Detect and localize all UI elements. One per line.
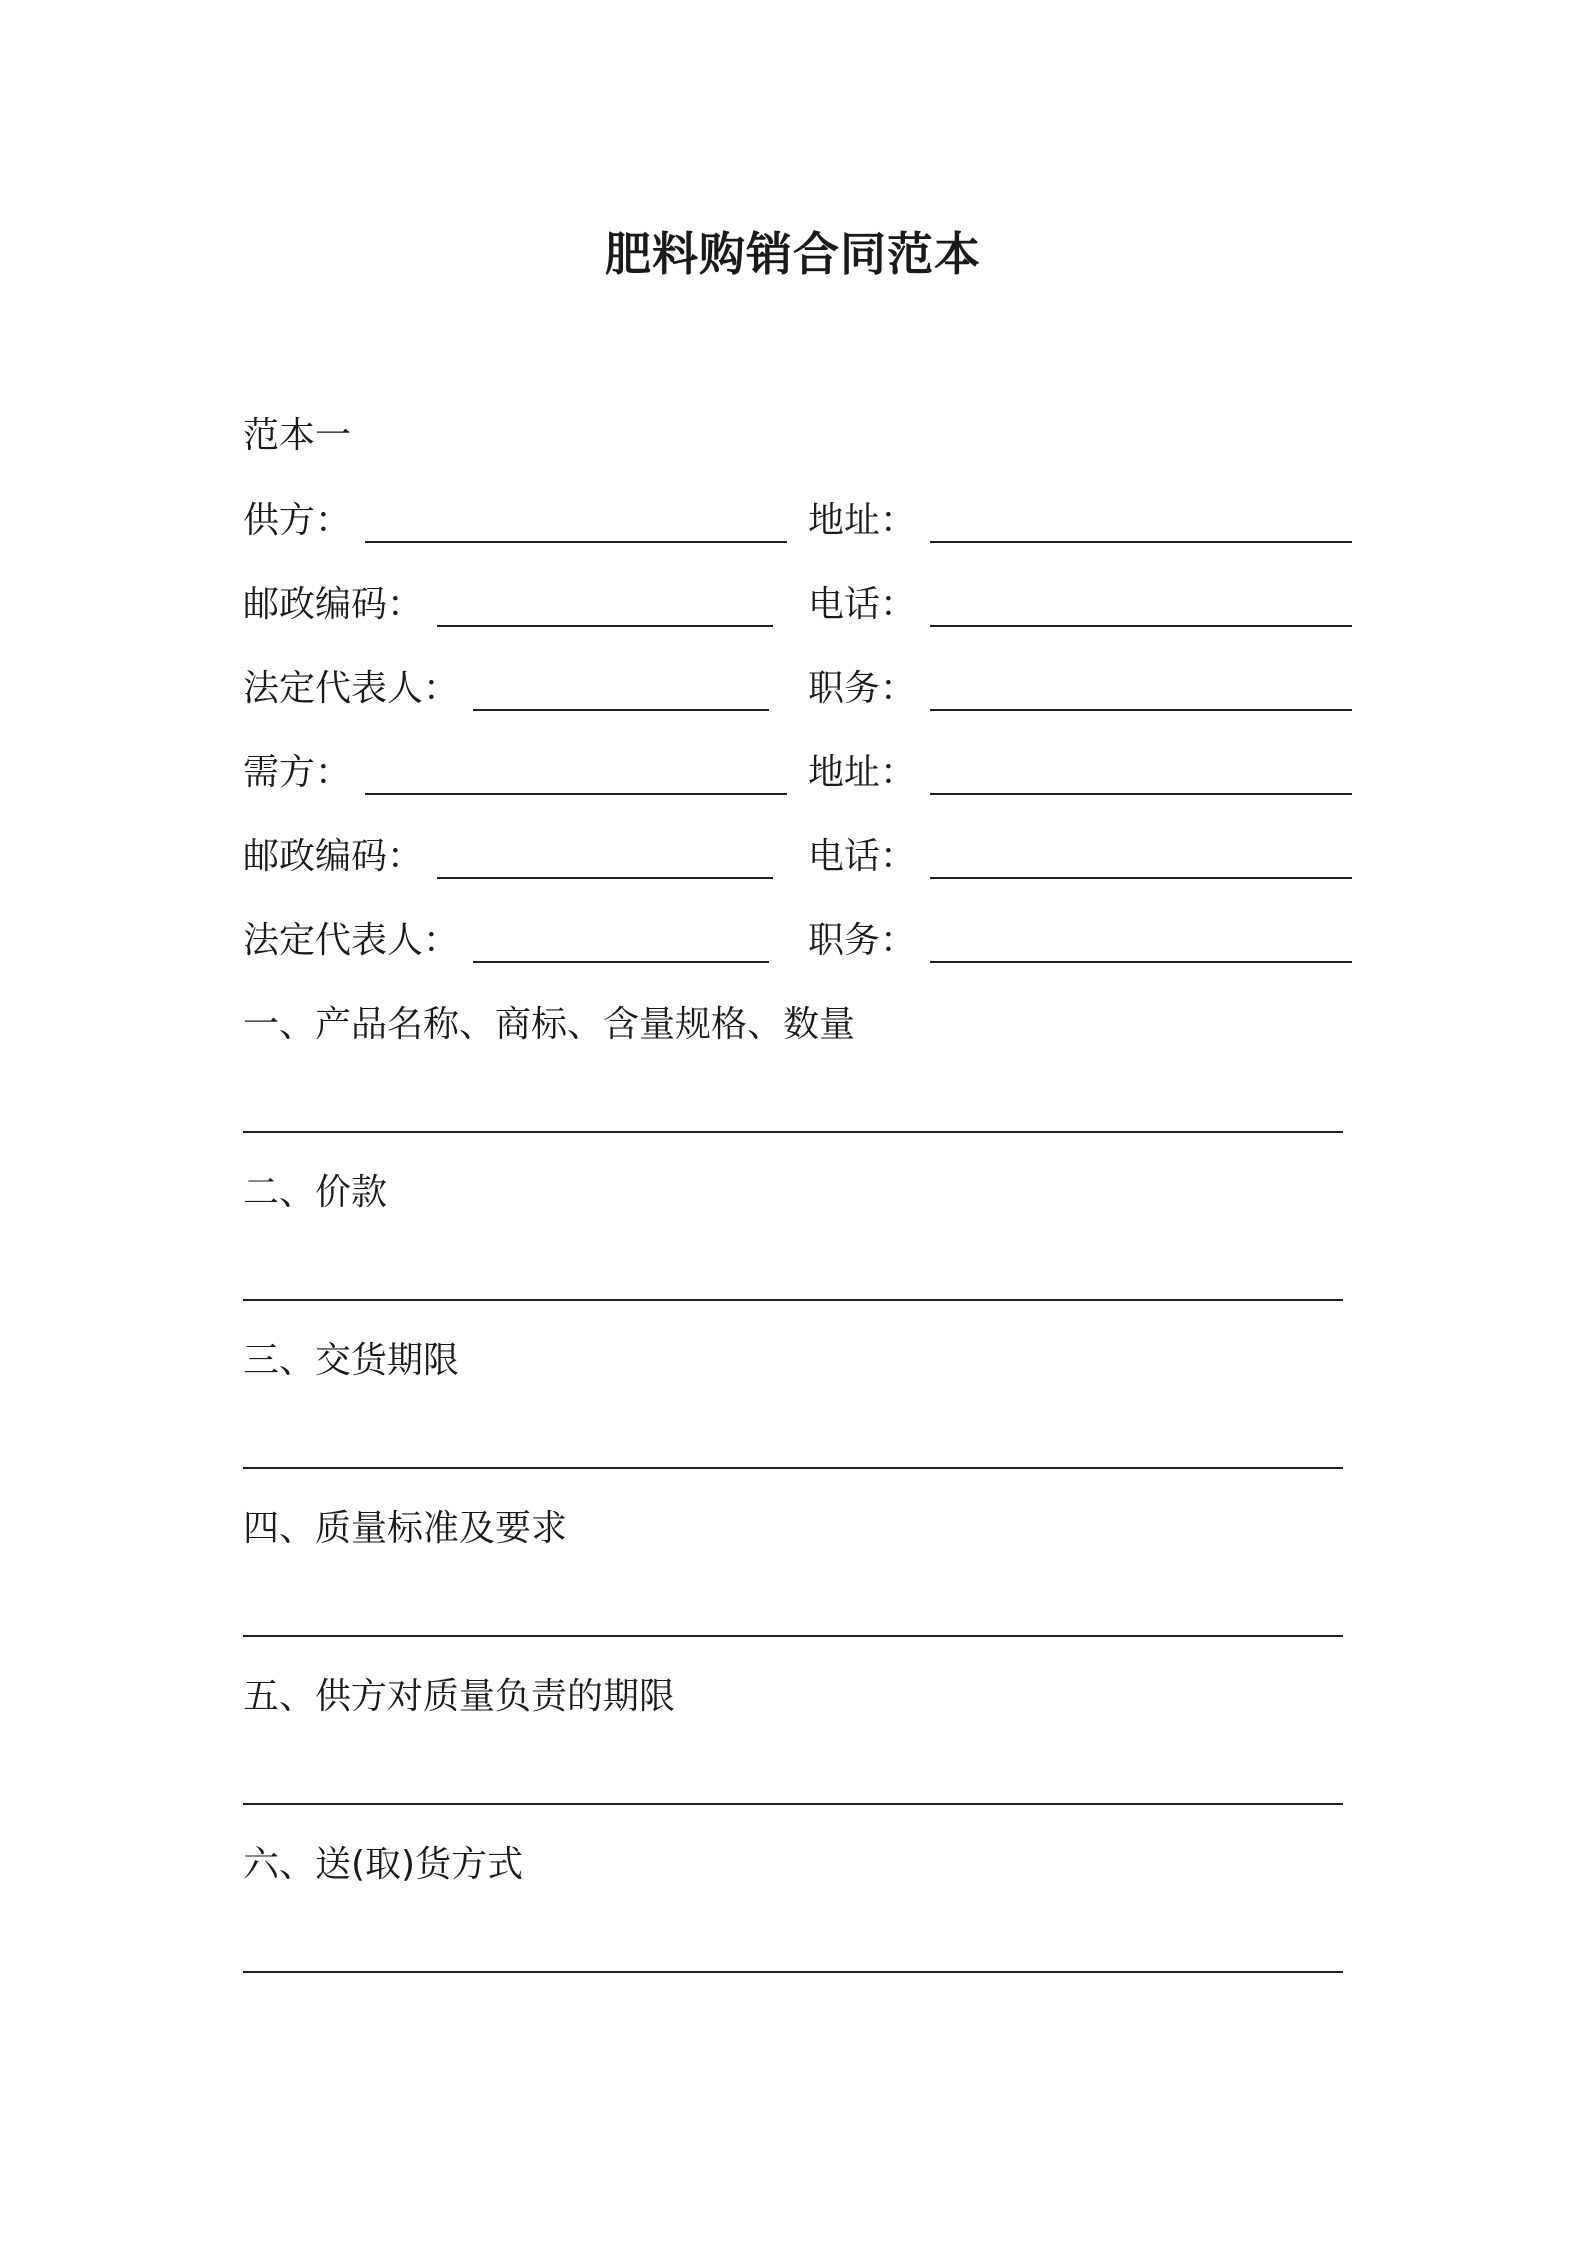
buyer-representative-label: 法定代表人： (243, 920, 460, 961)
buyer-postcode-field[interactable] (243, 835, 773, 879)
sample-label: 范本一 (243, 415, 352, 456)
buyer-name-label: 需方： (243, 752, 352, 793)
section-heading-product: 一、产品名称、商标、含量规格、数量 (243, 1004, 856, 1045)
section-answer-line-product[interactable] (243, 1131, 1343, 1133)
buyer-position-label: 职务： (808, 920, 917, 961)
buyer-name-blank[interactable] (365, 757, 787, 795)
buyer-address-blank[interactable] (930, 757, 1352, 795)
supplier-representative-blank[interactable] (473, 673, 769, 711)
buyer-representative-field[interactable] (243, 919, 769, 963)
supplier-position-label: 职务： (808, 668, 917, 709)
buyer-name-field[interactable] (243, 751, 787, 795)
section-answer-line-quality-period[interactable] (243, 1803, 1343, 1805)
supplier-phone-field[interactable] (808, 583, 1352, 627)
section-heading-quality-period: 五、供方对质量负责的期限 (243, 1676, 676, 1717)
supplier-address-blank[interactable] (930, 505, 1352, 543)
buyer-address-field[interactable] (808, 751, 1352, 795)
supplier-address-field[interactable] (808, 499, 1352, 543)
supplier-representative-field[interactable] (243, 667, 769, 711)
supplier-postcode-blank[interactable] (437, 589, 773, 627)
buyer-phone-blank[interactable] (930, 841, 1352, 879)
supplier-name-label: 供方： (243, 500, 352, 541)
supplier-position-field[interactable] (808, 667, 1352, 711)
supplier-postcode-field[interactable] (243, 583, 773, 627)
section-answer-line-quality-standard[interactable] (243, 1635, 1343, 1637)
buyer-position-blank[interactable] (930, 925, 1352, 963)
section-answer-line-delivery-method[interactable] (243, 1971, 1343, 1973)
section-heading-delivery-deadline: 三、交货期限 (243, 1340, 460, 1381)
buyer-postcode-label: 邮政编码： (243, 836, 424, 877)
buyer-representative-blank[interactable] (473, 925, 769, 963)
supplier-name-field[interactable] (243, 499, 787, 543)
buyer-phone-label: 电话： (808, 836, 917, 877)
section-heading-delivery-method: 六、送(取)货方式 (243, 1844, 524, 1885)
supplier-name-blank[interactable] (365, 505, 787, 543)
supplier-postcode-label: 邮政编码： (243, 584, 424, 625)
supplier-position-blank[interactable] (930, 673, 1352, 711)
section-heading-price: 二、价款 (243, 1172, 388, 1213)
supplier-representative-label: 法定代表人： (243, 668, 460, 709)
document-title: 肥料购销合同范本 (605, 227, 981, 281)
buyer-postcode-blank[interactable] (437, 841, 773, 879)
section-answer-line-delivery-deadline[interactable] (243, 1467, 1343, 1469)
buyer-position-field[interactable] (808, 919, 1352, 963)
supplier-phone-blank[interactable] (930, 589, 1352, 627)
buyer-address-label: 地址： (808, 752, 917, 793)
section-answer-line-price[interactable] (243, 1299, 1343, 1301)
buyer-phone-field[interactable] (808, 835, 1352, 879)
supplier-phone-label: 电话： (808, 584, 917, 625)
supplier-address-label: 地址： (808, 500, 917, 541)
section-heading-quality-standard: 四、质量标准及要求 (243, 1508, 568, 1549)
